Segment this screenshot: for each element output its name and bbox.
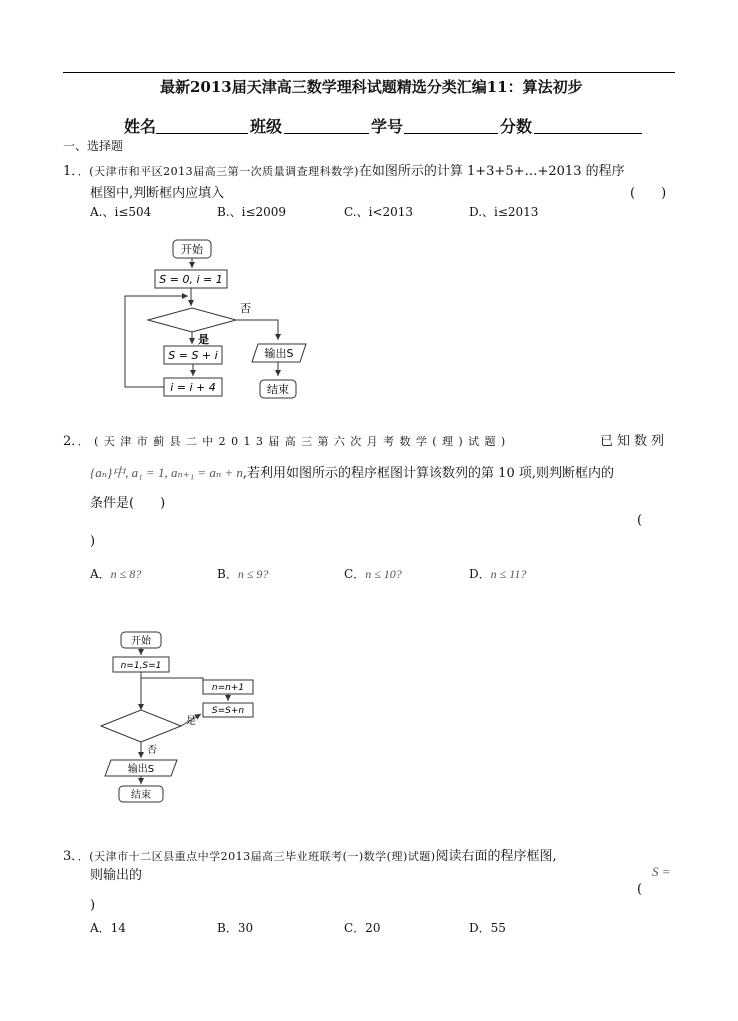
name-blank[interactable] [156, 133, 248, 134]
q1-flowchart [110, 232, 320, 412]
page-title: 最新2013届天津高三数学理科试题精选分类汇编11：算法初步 [160, 78, 583, 96]
q2-text2: 条件是( ) [90, 496, 166, 511]
q1-flow-body1: S = S + i [168, 349, 218, 362]
q2-flow-decision [101, 710, 181, 742]
student-id-label: 学号 [371, 117, 404, 136]
q2-source: ．(天津市蓟县二中2013届高三第六次月考数学(理)试题) [77, 435, 511, 448]
q3-s-equals: S = [652, 864, 671, 879]
q1-number: 1． [63, 164, 78, 179]
q2-flow-output: 输出S [127, 764, 155, 775]
q1-flow-decision [148, 308, 236, 332]
q1-answer-paren: ( ) [630, 186, 667, 201]
q2-text1: ,若利用如图所示的程序框图计算该数列的第 10 项,则判断框内的 [242, 466, 614, 481]
score-label: 分数 [500, 117, 533, 136]
q2-flow-step1: n=n+1 [211, 683, 245, 693]
q2-option-d-label: D． [469, 567, 491, 581]
q2-option-d[interactable] [469, 565, 526, 582]
name-label: 姓名 [124, 117, 157, 136]
student-id-blank[interactable] [404, 133, 498, 134]
q1-flow-init: S = 0, i = 1 [159, 273, 223, 286]
q3-option-a[interactable]: A．14 [90, 921, 126, 935]
q2-flow-step2: S=S+n [211, 706, 245, 716]
q1-flow-end: 结束 [267, 383, 289, 396]
q1-flow-body2: i = i + 4 [170, 381, 216, 394]
q3-paren-left: ( [637, 882, 643, 897]
q2-option-b-value: n ≤ 9? [237, 567, 269, 581]
q3-option-d[interactable]: D．55 [469, 921, 506, 935]
q1-source: ．(天津市和平区2013届高三第一次质量调查理科数学) [77, 165, 359, 178]
q2-line1 [63, 430, 511, 449]
q1-flow-start: 开始 [181, 243, 203, 256]
q2-flow-yes: 是 [186, 716, 196, 727]
q1-flow-output: 输出S [264, 347, 294, 360]
top-rule [63, 72, 675, 73]
q1-text1: 在如图所示的计算 1+3+5+…+2013 的程序 [358, 164, 625, 179]
q3-paren-right: ) [90, 898, 96, 913]
section-label: 一、选择题 [63, 139, 124, 153]
q2-option-c-value: n ≤ 10? [365, 567, 402, 581]
q3-option-b[interactable]: B．30 [217, 921, 254, 935]
q1-option-b[interactable]: B.、i≤2009 [217, 205, 287, 219]
q2-option-a-value: n ≤ 8? [110, 567, 142, 581]
q2-paren-left: ( [637, 513, 643, 528]
q2-number: 2． [63, 434, 78, 449]
q3-text2: 则输出的 [90, 868, 143, 883]
q2-line2 [90, 462, 614, 481]
q1-line1 [63, 160, 625, 179]
q2-sequence: {aₙ}中, a₁ = 1, aₙ₊₁ = aₙ + n [90, 465, 243, 480]
q3-number: 3． [63, 849, 78, 864]
q1-option-d[interactable]: D.、i≤2013 [469, 205, 539, 219]
class-label: 班级 [250, 117, 283, 136]
q2-paren-right: ) [90, 534, 96, 549]
q2-option-b[interactable] [217, 565, 268, 582]
q1-option-c[interactable]: C.、i<2013 [344, 205, 414, 219]
q2-option-b-label: B． [217, 567, 238, 581]
q2-tail: 已知数列 [600, 434, 669, 449]
class-blank[interactable] [284, 133, 369, 134]
q3-line1 [63, 845, 557, 864]
q2-flow-init: n=1,S=1 [120, 661, 162, 671]
q3-source: ．(天津市十二区县重点中学2013届高三毕业班联考(一)数学(理)试题) [77, 850, 436, 863]
q2-option-c[interactable] [344, 565, 402, 582]
q1-flow-no: 否 [240, 302, 251, 315]
q2-option-c-label: C． [344, 567, 366, 581]
q2-flow-start: 开始 [131, 636, 151, 647]
q2-option-a-label: A． [90, 567, 111, 581]
q2-flowchart [95, 628, 265, 808]
score-blank[interactable] [534, 133, 642, 134]
q1-text2: 框图中,判断框内应填入 [90, 186, 225, 201]
q1-flow-yes: 是 [198, 333, 209, 346]
q2-option-d-value: n ≤ 11? [490, 567, 527, 581]
q1-option-a[interactable]: A.、i≤504 [90, 205, 152, 219]
q3-option-c[interactable]: C．20 [344, 921, 381, 935]
q2-flow-end: 结束 [131, 790, 151, 801]
q3-text1: 阅读右面的程序框图, [435, 849, 557, 864]
q2-flow-no: 否 [147, 745, 157, 756]
q2-option-a[interactable] [90, 565, 141, 582]
